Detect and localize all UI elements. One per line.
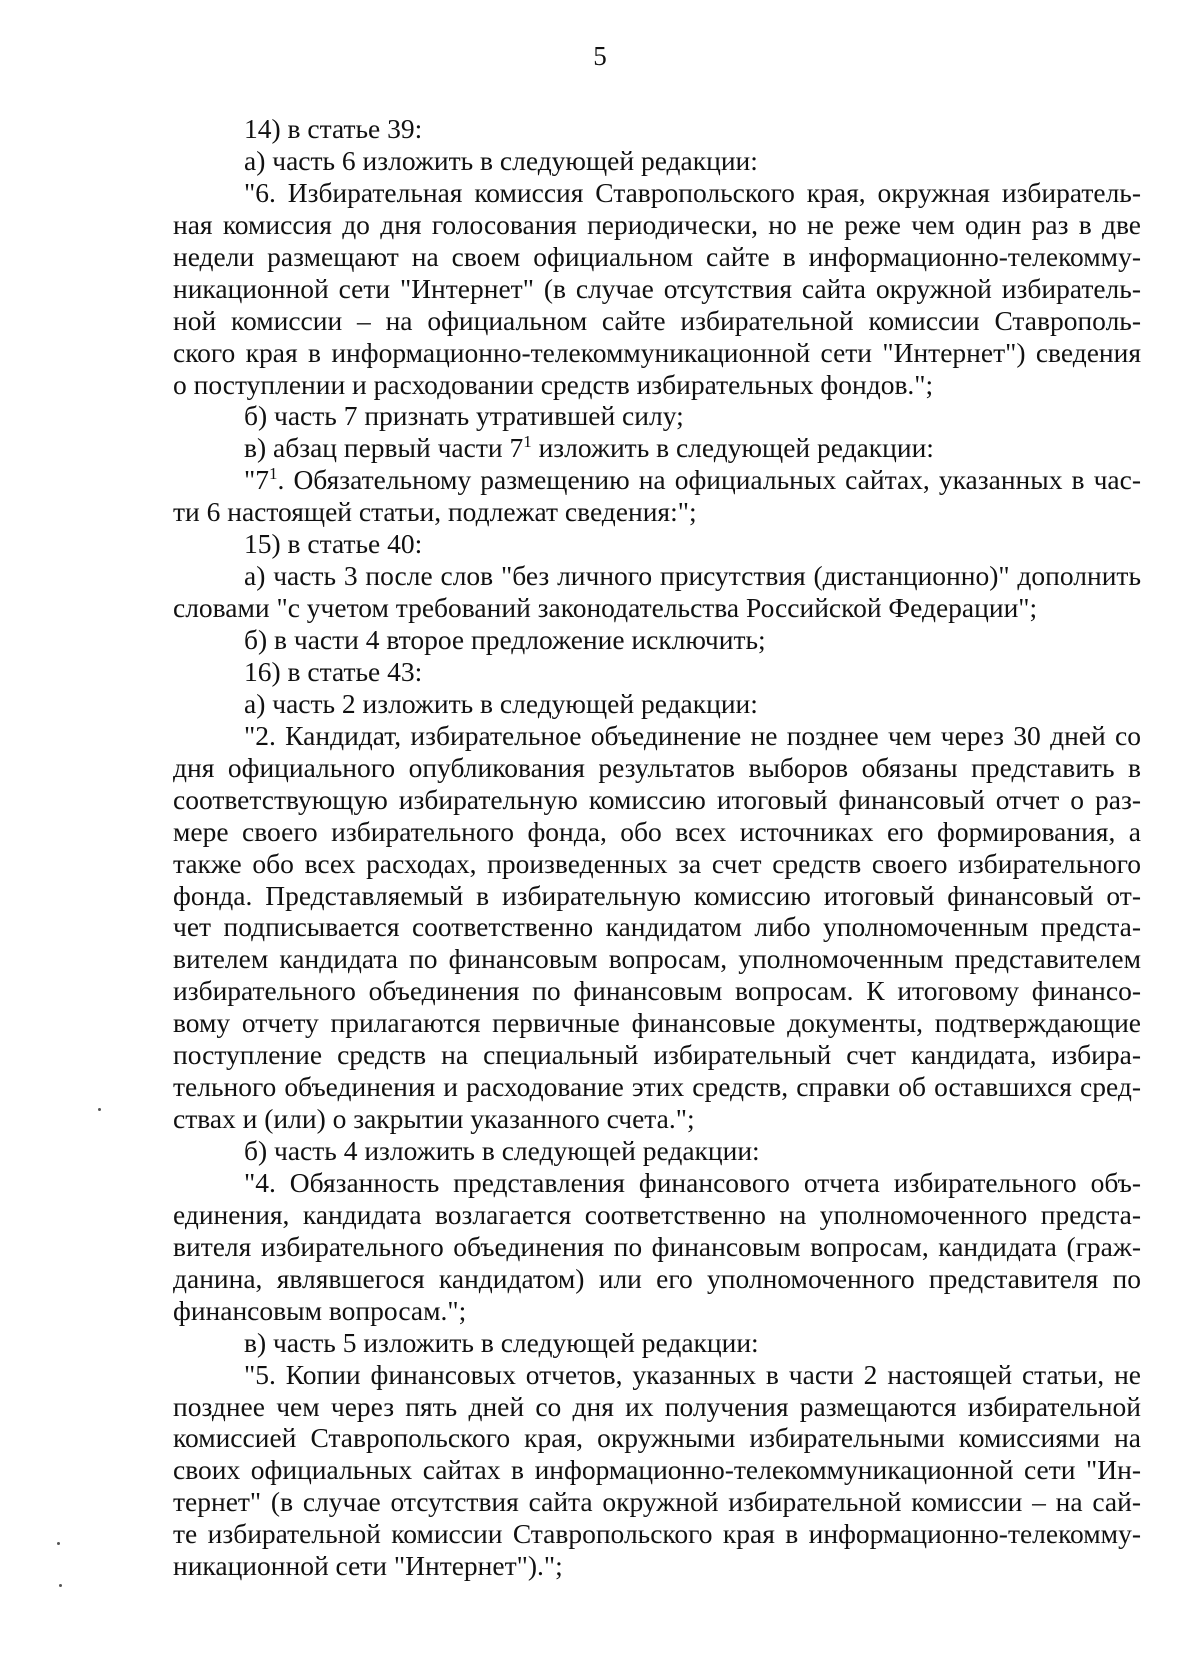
text-line: комиссией Ставропольского края, окружными избирательными комиссиями на xyxy=(173,1422,1141,1454)
paragraph xyxy=(173,464,1141,528)
paragraph xyxy=(173,432,1141,464)
paragraph xyxy=(173,400,1141,432)
text-line: ти 6 настоящей статьи, подлежат сведения:"; xyxy=(173,496,697,528)
text-line: позднее чем через пять дней со дня их получения размещаются избирательной xyxy=(173,1390,1141,1422)
text-line: "2. Кандидат, избирательное объединение не позднее чем через 30 дней со xyxy=(244,719,1141,751)
paragraph xyxy=(173,688,1141,720)
text-line: а) часть 6 изложить в следующей редакции: xyxy=(244,144,758,176)
text-line: ная комиссия до дня голосования периодически, но не реже чем один раз в две xyxy=(173,208,1141,240)
text-line: недели размещают на своем официальном сайте в информационно-телекомму- xyxy=(173,240,1141,272)
text-line: поступление средств на специальный избирательный счет кандидата, избира- xyxy=(173,1039,1141,1071)
text-line: б) часть 4 изложить в следующей редакции: xyxy=(244,1135,760,1166)
text-line: 16) в статье 43: xyxy=(244,655,423,687)
paragraph xyxy=(173,656,1141,688)
paragraph xyxy=(173,1359,1141,1583)
text-line: вому отчету прилагаются первичные финансовые документы, подтверждающие xyxy=(173,1007,1141,1039)
text-line: в) часть 5 изложить в следующей редакции: xyxy=(244,1326,759,1358)
paragraph xyxy=(173,1135,1141,1167)
text-line: вителем кандидата по финансовым вопросам, уполномоченным представителем xyxy=(173,943,1141,975)
text-line: "$7^1$. Обязательному размещению на официальных сайтах, указанных в час- xyxy=(244,464,1141,496)
text-line: 14) в статье 39: xyxy=(244,113,423,144)
text-line: б) часть 7 признать утратившей силу; xyxy=(244,400,684,432)
text-line: ной комиссии – на официальном сайте избирательной комиссии Ставрополь- xyxy=(173,304,1141,336)
page-number: 5 xyxy=(593,41,607,71)
paragraph xyxy=(173,720,1141,1135)
paragraph xyxy=(173,528,1141,560)
scan-speck xyxy=(59,1584,62,1587)
text-line: тельного объединения и расходование этих средств, справки об оставшихся сред- xyxy=(173,1071,1141,1103)
paragraph xyxy=(173,560,1141,624)
text-line: также обо всех расходах, произведенных за счет средств своего избирательного xyxy=(173,847,1141,879)
text-line: тернет" (в случае отсутствия сайта окружной избирательной комиссии – на сай- xyxy=(173,1486,1141,1518)
text-line: а) часть 2 изложить в следующей редакции: xyxy=(244,687,758,719)
text-line: вителя избирательного объединения по финансовым вопросам, кандидата (граж- xyxy=(173,1230,1141,1262)
text-line: те избирательной комиссии Ставропольского края в информационно-телекомму- xyxy=(173,1518,1141,1550)
text-line: избирательного объединения по финансовым вопросам. К итоговому финансо- xyxy=(173,975,1141,1007)
text-line: никационной сети "Интернет")."; xyxy=(173,1550,563,1582)
text-line: о поступлении и расходовании средств избирательных фондов."; xyxy=(173,368,934,400)
text-line: "4. Обязанность представления финансового отчета избирательного объ- xyxy=(244,1166,1141,1198)
paragraph xyxy=(173,145,1141,177)
paragraph xyxy=(173,113,1141,145)
text-line: своих официальных сайтах в информационно-телекоммуникационной сети "Ин- xyxy=(173,1454,1141,1486)
superscript: 1 xyxy=(523,432,532,452)
paragraph xyxy=(173,624,1141,656)
text-line: чет подписывается соответственно кандидатом либо уполномоченным предста- xyxy=(173,911,1141,943)
text-line: никационной сети "Интернет" (в случае отсутствия сайта окружной избиратель- xyxy=(173,272,1141,304)
text-line: б) в части 4 второе предложение исключить; xyxy=(244,624,766,655)
scan-speck xyxy=(98,1108,101,1111)
superscript: 1 xyxy=(268,464,278,484)
text-line: мере своего избирательного фонда, обо всех источниках его формирования, а xyxy=(173,815,1141,847)
paragraph xyxy=(173,177,1141,401)
document-body xyxy=(173,113,1141,1582)
text-line: ствах и (или) о закрытии указанного счета."; xyxy=(173,1103,695,1135)
text-line: соответствующую избирательную комиссию итоговый финансовый отчет о раз- xyxy=(173,783,1141,815)
text-line: 15) в статье 40: xyxy=(244,528,423,560)
text-line: в) абзац первый части $7^1$ изложить в следующей редакции: xyxy=(244,432,934,464)
scan-speck xyxy=(57,1542,60,1545)
text-line: фонда. Представляемый в избирательную комиссию итоговый финансовый от- xyxy=(173,879,1141,911)
paragraph xyxy=(173,1167,1141,1327)
text-line: ского края в информационно-телекоммуникационной сети "Интернет") сведения xyxy=(173,336,1141,368)
text-line: данина, являвшегося кандидатом) или его уполномоченного представителя по xyxy=(173,1262,1141,1294)
text-line: единения, кандидата возлагается соответственно на уполномоченного предста- xyxy=(173,1198,1141,1230)
text-line: "5. Копии финансовых отчетов, указанных в части 2 настоящей статьи, не xyxy=(244,1358,1141,1390)
text-line: "6. Избирательная комиссия Ставропольского края, окружная избиратель- xyxy=(244,176,1141,208)
text-line: дня официального опубликования результатов выборов обязаны представить в xyxy=(173,751,1141,783)
text-line: а) часть 3 после слов "без личного присутствия (дистанционно)" дополнить xyxy=(244,560,1141,592)
text-line: словами "с учетом требований законодательства Российской Федерации"; xyxy=(173,592,1038,624)
paragraph xyxy=(173,1327,1141,1359)
text-line: финансовым вопросам."; xyxy=(173,1294,467,1326)
